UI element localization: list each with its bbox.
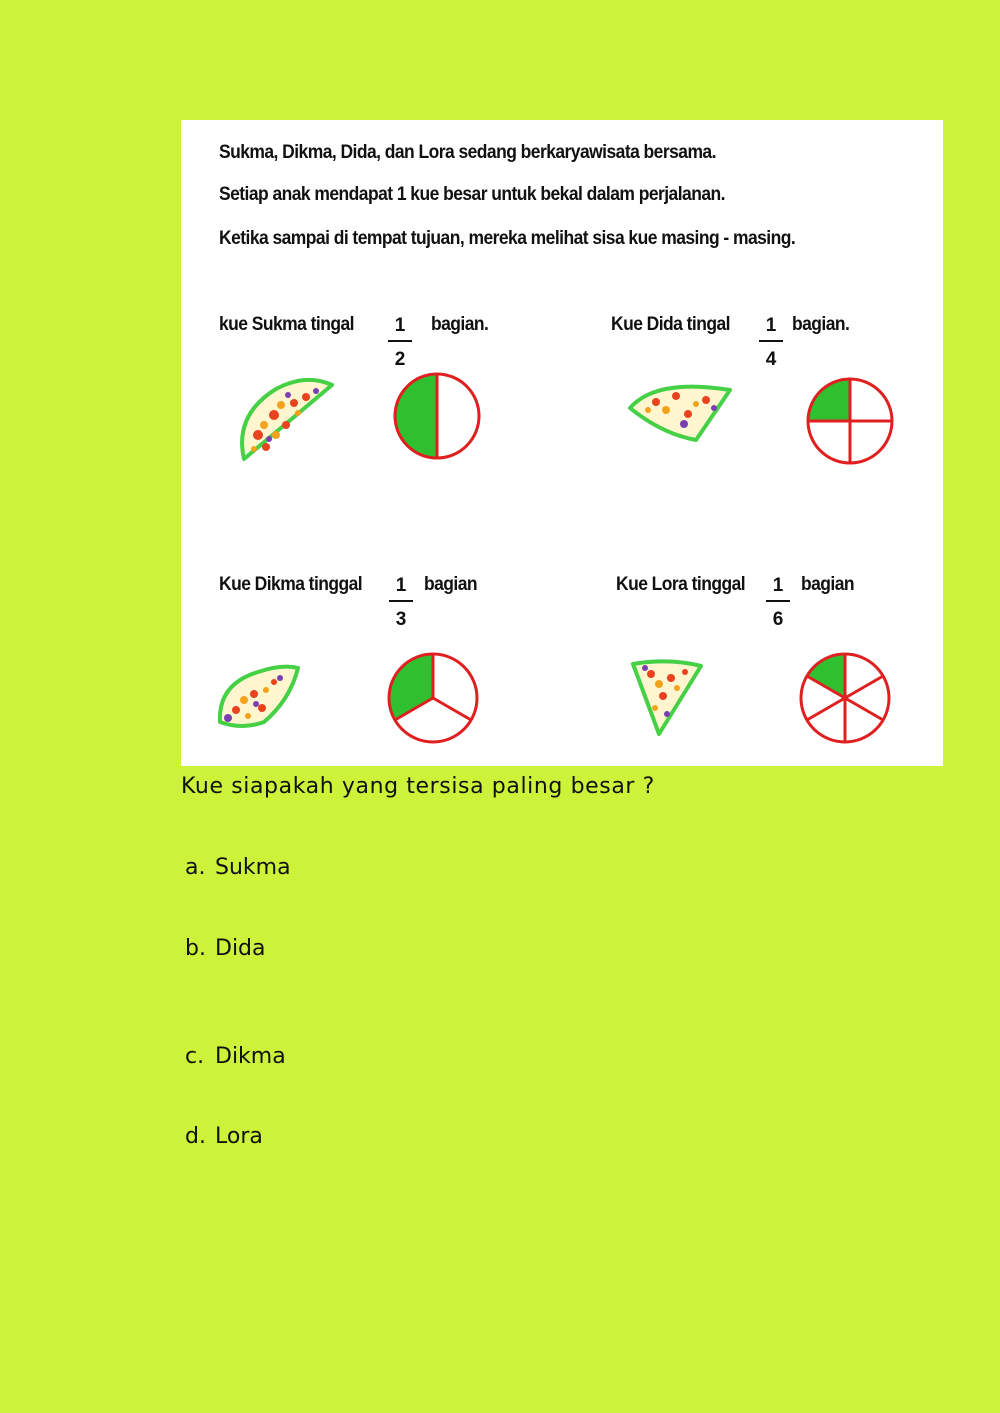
dikma-third-circle [381,646,485,750]
lora-suffix: bagian [801,574,855,595]
fraction-bar [388,340,412,342]
sukma-fraction [388,314,412,372]
option-c[interactable] [185,1044,286,1069]
fraction-bar [766,600,790,602]
lora-numerator: 1 [772,575,784,596]
dida-cake-slice [626,378,736,444]
lora-label: Kue Lora tinggal [616,574,746,595]
option-text: Dida [215,936,266,961]
option-text: Lora [215,1124,263,1149]
option-letter: a. [185,855,206,880]
intro-line-1: Sukma, Dikma, Dida, dan Lora sedang berkaryawisata bersama. [219,142,716,163]
dida-numerator: 1 [765,315,777,336]
lora-fraction [766,574,790,632]
option-letter: d. [185,1124,206,1149]
sukma-numerator: 1 [394,315,406,336]
lora-denominator: 6 [772,609,784,630]
fraction-bar [759,340,783,342]
intro-line-2: Setiap anak mendapat 1 kue besar untuk bekal dalam perjalanan. [219,184,725,205]
dida-quarter-circle [803,374,897,468]
sukma-cake-slice [236,375,336,467]
dida-fraction [759,314,783,372]
question-text: Kue siapakah yang tersisa paling besar ? [181,774,655,799]
sukma-half-circle [383,366,483,466]
dikma-suffix: bagian [424,574,478,595]
sukma-label: kue Sukma tingal [219,314,354,335]
option-d[interactable] [185,1124,263,1149]
option-text: Dikma [215,1044,286,1069]
dikma-denominator: 3 [395,609,407,630]
dida-suffix: bagian. [792,314,850,335]
lora-cake-slice [629,656,705,738]
dikma-cake-slice [216,660,302,732]
lora-sixth-circle [793,646,897,750]
sukma-suffix: bagian. [431,314,489,335]
dida-label: Kue Dida tingal [611,314,730,335]
story-panel [181,120,943,766]
option-letter: c. [185,1044,205,1069]
option-a[interactable] [185,855,291,880]
dida-denominator: 4 [765,349,777,370]
dikma-fraction [389,574,413,632]
dikma-numerator: 1 [395,575,407,596]
intro-line-3: Ketika sampai di tempat tujuan, mereka melihat sisa kue masing - masing. [219,228,796,249]
dikma-label: Kue Dikma tinggal [219,574,363,595]
option-text: Sukma [215,855,291,880]
option-b[interactable] [185,936,266,961]
option-letter: b. [185,936,206,961]
sukma-denominator: 2 [394,349,406,370]
fraction-bar [389,600,413,602]
